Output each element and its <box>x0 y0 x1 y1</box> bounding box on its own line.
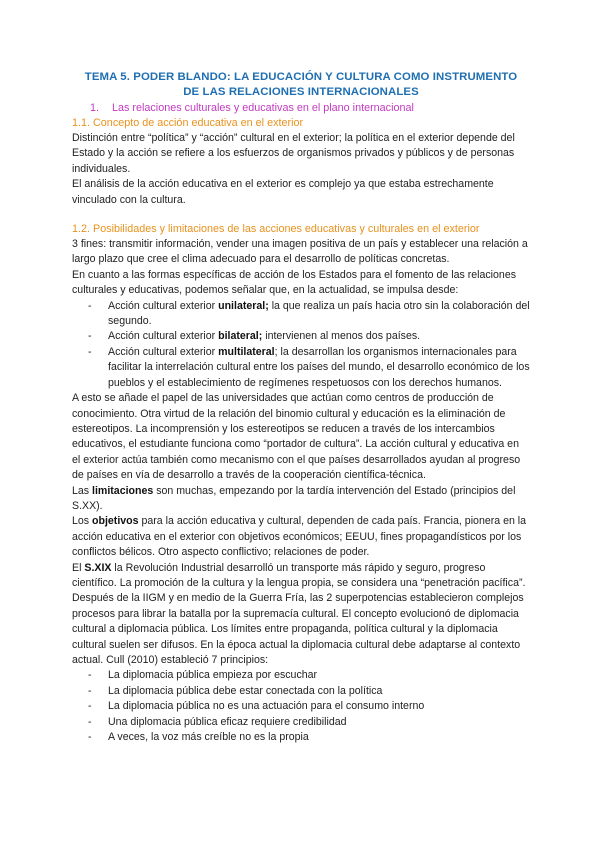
paragraph: A esto se añade el papel de las universidades que actúan como centros de producción de conocimiento. Otra virtud de la relación del binomio cultural y educación es la eliminación de estereotipos. La incomprensión y los estereotipos se reducen a través de los intercambios educativos, el estudiante funciona como “portador de cultura”. La acción cultural y educativa en el exterior actúa también como mecanismo con el que países desarrollados ayudan al progreso de países en vía de desarrollo a través de la cooperación científica-técnica. <box>72 392 521 482</box>
title-line-1: TEMA 5. PODER BLANDO: LA EDUCACIÓN Y CULTURA COMO INSTRUMENTO <box>84 71 518 83</box>
list-item: - Acción cultural exterior bilateral; intervienen al menos dos países. <box>108 329 530 344</box>
forms-list <box>72 299 530 391</box>
list-item: - Una diplomacia pública eficaz requiere credibilidad <box>108 715 530 730</box>
spacer <box>72 208 530 222</box>
section-number: 1. <box>90 102 100 114</box>
list-item: - A veces, la voz más creíble no es la propia <box>108 730 530 745</box>
paragraph: El S.XIX la Revolución Industrial desarrolló un transporte más rápido y seguro, progreso científico. La promoción de la cultura y la lengua propia, se considera una “penetración pacífica”. <box>72 561 526 589</box>
paragraph: 3 fines: transmitir información, vender una imagen positiva de un país y establecer una relación a largo plazo que cree el clima adecuado para el desarrollo de políticas concretas. <box>72 238 528 266</box>
list-item: - Acción cultural exterior unilateral; la que realiza un país hacia otro sin la colaboración del segundo. <box>108 299 530 330</box>
list-item: - La diplomacia pública debe estar conectada con la política <box>108 684 530 699</box>
paragraph: Las limitaciones son muchas, empezando por la tardía intervención del Estado (principios del S.XX). <box>72 484 516 512</box>
section-heading-1 <box>90 101 530 116</box>
paragraph: En cuanto a las formas específicas de acción de los Estados para el fomento de las relaciones culturales y educativas, podemos señalar que, en la actualidad, se impulsa desde: <box>72 268 517 297</box>
list-item: - La diplomacia pública empieza por escuchar <box>108 668 530 683</box>
list-item: - La diplomacia pública no es una actuación para el consumo interno <box>108 699 530 714</box>
section-label: Las relaciones culturales y educativas en el plano internacional <box>112 102 414 114</box>
paragraph: El análisis de la acción educativa en el exterior es complejo ya que estaba estrechamente vinculado con la cultura. <box>72 178 494 206</box>
title-line-2: DE LAS RELACIONES INTERNACIONALES <box>183 86 419 98</box>
paragraph: Distinción entre “política” y “acción” cultural en el exterior; la política en el exterior depende del Estado y la acción se refiere a los esfuerzos de organismos privados y públicos y de personas individuales. <box>72 132 515 175</box>
paragraph: Después de la IIGM y en medio de la Guerra Fría, las 2 superpotencias establecieron complejos procesos para librar la batalla por la supremacía cultural. El concepto evolucionó de diplomacia cultural a diplomacia pública. Los límites entre propaganda, política cultural y la diplomacia cultural suelen ser difusos. En la época actual la diplomacia cultural debe adaptarse al contexto actual. Cull (2010) estableció 7 principios: <box>72 592 524 666</box>
subsection-heading-1-1: 1.1. Concepto de acción educativa en el exterior <box>72 117 304 129</box>
principles-list <box>72 668 530 745</box>
list-item: - Acción cultural exterior multilateral; la desarrollan los organismos internacionales para facilitar la interrelación cultural entre los países del mundo, el desarrollo económico de los pueblos y el establecimiento de regímenes respetuosos con los derechos humanos. <box>108 345 530 391</box>
subsection-heading-1-2: 1.2. Posibilidades y limitaciones de las acciones educativas y culturales en el exterior <box>72 223 480 236</box>
document-title <box>72 70 530 100</box>
paragraph: Los objetivos para la acción educativa y cultural, dependen de cada país. Francia, pionera en la acción educativa en el exterior con objetivos económicos; EEUU, fines propagandísticos por los conflictos bélicos. Otro aspecto conflictivo; relaciones de poder. <box>72 515 527 559</box>
